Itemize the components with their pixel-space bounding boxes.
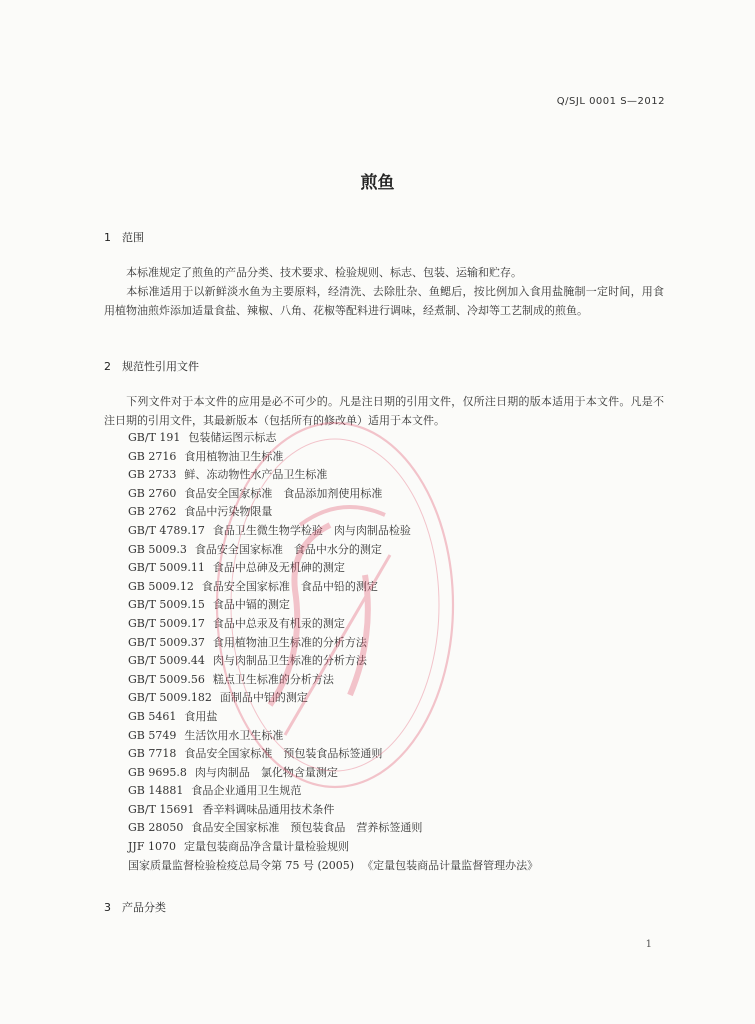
list-item xyxy=(128,448,668,467)
reference-code: JJF 1070 xyxy=(128,840,176,854)
reference-name: 食品中总汞及有机汞的测定 xyxy=(212,616,345,630)
list-item xyxy=(128,578,668,597)
list-item xyxy=(128,522,668,541)
reference-name: 食品中镉的测定 xyxy=(212,598,290,612)
reference-code: GB/T 5009.15 xyxy=(128,598,205,612)
reference-code: GB/T 15691 xyxy=(128,802,195,816)
page-number: 1 xyxy=(645,939,652,950)
reference-code: GB 5461 xyxy=(128,709,177,723)
reference-name: 食品安全国家标准 食品中铅的测定 xyxy=(201,579,378,593)
reference-list xyxy=(128,429,668,875)
reference-name: 鲜、冻动物性水产品卫生标准 xyxy=(184,468,328,482)
reference-name: 肉与肉制品卫生标准的分析方法 xyxy=(212,654,367,668)
list-item xyxy=(128,503,668,522)
reference-name: 生活饮用水卫生标准 xyxy=(184,728,284,742)
scope-paragraph-2 xyxy=(104,282,664,320)
section-title: 产品分类 xyxy=(122,901,166,914)
reference-code: GB 5749 xyxy=(128,728,177,742)
reference-name: 食品中总砷及无机砷的测定 xyxy=(212,561,345,575)
reference-code: GB 2762 xyxy=(128,505,177,519)
list-item xyxy=(128,429,668,448)
reference-code: GB 2760 xyxy=(128,486,177,500)
list-item xyxy=(128,857,668,876)
reference-code: GB/T 5009.11 xyxy=(128,561,205,575)
reference-code: 国家质量监督检验检疫总局令第 75 号 (2005) xyxy=(128,858,355,872)
reference-name: 《定量包装商品计量监督管理办法》 xyxy=(362,858,539,872)
section-heading-references xyxy=(104,358,199,374)
list-item xyxy=(128,801,668,820)
reference-name: 食品企业通用卫生规范 xyxy=(191,784,302,798)
section-number: 1 xyxy=(104,231,111,244)
section-number: 2 xyxy=(104,360,111,373)
reference-code: GB/T 191 xyxy=(128,431,181,444)
list-item xyxy=(128,838,668,857)
reference-name: 食品安全国家标准 食品中水分的测定 xyxy=(194,542,382,556)
reference-code: GB/T 5009.44 xyxy=(128,654,205,668)
references-intro xyxy=(104,392,664,430)
reference-code: GB/T 5009.37 xyxy=(128,635,205,649)
list-item xyxy=(128,671,668,690)
list-item xyxy=(128,652,668,671)
paragraph-text: 本标准规定了煎鱼的产品分类、技术要求、检验规则、标志、包装、运输和贮存。 xyxy=(126,266,522,279)
reference-code: GB 14881 xyxy=(128,784,184,798)
reference-name: 面制品中铝的测定 xyxy=(219,691,308,705)
reference-code: GB/T 5009.17 xyxy=(128,616,205,630)
reference-name: 食品安全国家标准 预包装食品 营养标签通则 xyxy=(191,821,423,835)
reference-code: GB 5009.12 xyxy=(128,579,194,593)
reference-code: GB 2716 xyxy=(128,449,177,463)
reference-code: GB 7718 xyxy=(128,747,177,761)
reference-code: GB 28050 xyxy=(128,821,184,835)
reference-name: 食品中污染物限量 xyxy=(184,505,273,519)
paragraph-text: 下列文件对于本文件的应用是必不可少的。凡是注日期的引用文件，仅所注日期的版本适用于本文件。凡是不注日期的引用文件，其最新版本（包括所有的修改单）适用于本文件。 xyxy=(104,395,664,427)
list-item xyxy=(128,541,668,560)
paragraph-text: 本标准适用于以新鲜淡水鱼为主要原料，经清洗、去除肚杂、鱼鳃后，按比例加入食用盐腌制一定时间，用食用植物油煎炸添加适量食盐、辣椒、八角、花椒等配料进行调味，经煮制、冷却等工艺制成的煎鱼。 xyxy=(104,285,664,317)
list-item xyxy=(128,485,668,504)
section-heading-classification xyxy=(104,899,166,915)
section-title: 范围 xyxy=(122,231,144,244)
list-item xyxy=(128,615,668,634)
reference-name: 香辛料调味品通用技术条件 xyxy=(202,802,335,816)
section-number: 3 xyxy=(104,901,111,914)
list-item xyxy=(128,596,668,615)
list-item xyxy=(128,634,668,653)
list-item xyxy=(128,559,668,578)
list-item xyxy=(128,708,668,727)
reference-name: 食品卫生微生物学检验 肉与肉制品检验 xyxy=(212,523,411,537)
reference-name: 糕点卫生标准的分析方法 xyxy=(212,672,334,686)
list-item xyxy=(128,689,668,708)
reference-name: 包装储运图示标志 xyxy=(188,431,277,444)
section-title: 规范性引用文件 xyxy=(122,360,199,373)
reference-code: GB 2733 xyxy=(128,468,177,482)
reference-code: GB 9695.8 xyxy=(128,765,187,779)
reference-name: 定量包装商品净含量计量检验规则 xyxy=(183,840,349,854)
reference-code: GB/T 4789.17 xyxy=(128,523,205,537)
list-item xyxy=(128,466,668,485)
reference-name: 食品安全国家标准 预包装食品标签通则 xyxy=(184,747,383,761)
reference-name: 食品安全国家标准 食品添加剂使用标准 xyxy=(184,486,383,500)
standard-code: Q/SJL 0001 S—2012 xyxy=(556,96,665,107)
list-item xyxy=(128,727,668,746)
document-title: 煎鱼 xyxy=(360,173,395,193)
reference-name: 肉与肉制品 氯化物含量测定 xyxy=(194,765,338,779)
list-item xyxy=(128,764,668,783)
reference-code: GB/T 5009.56 xyxy=(128,672,205,686)
reference-name: 食用植物油卫生标准的分析方法 xyxy=(212,635,367,649)
reference-name: 食用盐 xyxy=(184,709,218,723)
section-heading-scope xyxy=(104,229,144,245)
reference-code: GB 5009.3 xyxy=(128,542,187,556)
scope-paragraph-1 xyxy=(104,263,664,282)
list-item xyxy=(128,745,668,764)
list-item xyxy=(128,819,668,838)
list-item xyxy=(128,782,668,801)
reference-name: 食用植物油卫生标准 xyxy=(184,449,284,463)
reference-code: GB/T 5009.182 xyxy=(128,691,212,705)
